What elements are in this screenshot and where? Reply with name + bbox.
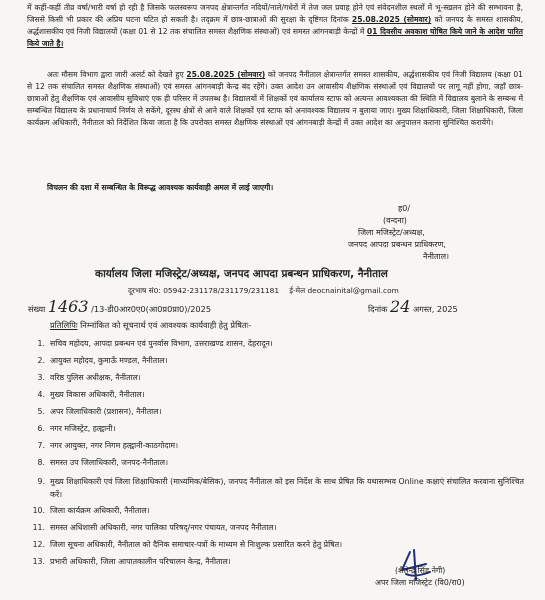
reference-date — [368, 297, 458, 316]
sankhya-label: संख्या — [28, 304, 46, 314]
p2b-text: को जनपद नैनीताल क्षेत्रान्तर्गत समस्त शासकीय, अर्द्धशासकीय एवं निजी विद्यालय (कक्षा 01 से 12 तक संचालित समस्त शैक्षणिक संस्थाओं) एवं समस्त आंगनबाड़ी केन्द्र बंद रहेंगे। उक्त आदेश उन आवासीय शैक्षणिक संस्थाओं एवं विद्यालयों पर लागू नहीं होगा, जहाँ छात्र-छात्राओं हेतु शैक्षणिक एवं आवासीय सुविधाएं एक ही परिसर में उपलब्ध है। विद्यालयों में शिक्षकों एवं कार्यालय स्टाफ को अत्यन्त आवश्यकता की स्थिति में विद्यालय बुलाने के सम्बन्ध में सम्बन्धित विद्यालय के प्रधानाचार्य निर्णय ले सकेंगे, दूरस्थ क्षेत्रों से आने वाले शिक्षकों एवं स्टाफ को अनावश्यक विद्यालय न बुलाया जाए। मुख्य शिक्षाधिकारी, जिला शिक्षाधिकारी, जिला कार्यक्रम अधिकारी, नैनीताल को निर्देशित किया जाता है कि उपरोक्त समस्त शैक्षणिक संस्थाओं एवं आंगनबाड़ी केन्द्रों में उक्त आदेश का अनुपालन कराना सुनिश्चित करायेंगे। — [27, 70, 523, 127]
list-item: 3. वरिष्ठ पुलिस अधीक्षक, नैनीताल। — [37, 373, 141, 382]
copy-heading-line — [50, 320, 251, 331]
phone-number: 05942-231178/231179/231181 — [163, 286, 280, 295]
list-item: 6. नगर मजिस्ट्रेट, हल्द्वानी। — [37, 424, 116, 433]
list-item: 1. सचिव महोदय, आपदा प्रबन्धन एवं पुनर्वास विभाग, उत्तराखण्ड शासन, देहरादून। — [37, 339, 273, 348]
list-item: 12. जिला सूचना अधिकारी, नैनीताल को दैनिक समाचार-पत्रों के माध्यम से निःशुल्क प्रसारित करने हेतु प्रेषित। — [32, 540, 343, 549]
list-item: 13. प्रभारी अधिकारी, जिला आपातकालीन परिचालन केन्द्र, नैनीताल। — [32, 557, 231, 566]
copy-heading: प्रतिलिपिः — [50, 320, 78, 330]
sig-name: (वन्दना) — [383, 216, 407, 225]
email-label: ई-मेल — [289, 286, 306, 295]
date-month-year: अगस्त, 2025 — [413, 304, 458, 314]
recipient-list — [28, 339, 524, 574]
p1b-text: को जनपद के समस्त शासकीय, अर्द्धशासकीय एवं निजी विद्यालयों (कक्षा 01 से 12 तक संचालित समस्त शैक्षणिक संस्थाओं) एवं समस्त आंगनबाड़ी केन्द्रों में — [27, 15, 523, 36]
paragraph-order — [27, 69, 523, 129]
list-item: 7. नगर आयुक्त, नगर निगम हल्द्वानी-काठगोदाम। — [37, 441, 179, 450]
file-number: /13-डी0आर0ए0(आ0प्र0प्रा0)/2025 — [91, 304, 212, 314]
p3-text: विचलन की दशा में सम्बन्धित के विरूद्ध आवश्यक कार्यवाही अमल में लाई जाएगी। — [47, 183, 274, 192]
list-item: 4. मुख्य विकास अधिकारी, नैनीताल। — [37, 390, 145, 399]
email-address: deocnainital@gmail.com — [307, 286, 399, 295]
sig-place: नैनीताल। — [423, 252, 450, 261]
paragraph-deviation — [27, 182, 523, 194]
date-day: 24 — [390, 297, 411, 316]
sig2-name: (शैलेन्द्र सिंह नेगी) — [395, 566, 446, 575]
p2-text: अतः मौसम विभाग द्वारा जारी अलर्ट को देखते हुए — [47, 70, 184, 79]
office-title: कार्यालय जिला मजिस्ट्रेट/अध्यक्ष, जनपद आपदा प्रबन्धन प्राधिकरण, नैनीताल — [95, 268, 388, 280]
list-item: 11. समस्त अधिशासी अधिकारी, नगर पालिका परिषद्/नगर पंचायत, जनपद नैनीताल। — [32, 523, 277, 532]
phone-label: दूरभाष सं0: — [128, 286, 161, 295]
paragraph-weather-warning — [27, 2, 523, 50]
date-label: दिनांक — [368, 304, 388, 314]
list-item: 10. जिला कार्यक्रम अधिकारी, नैनीताल। — [32, 506, 150, 515]
sig-h: ह0/ — [398, 204, 411, 213]
signature-block-adm — [375, 565, 465, 589]
sig2-designation: अपर जिला मजिस्ट्रेट (वि0/रा0) — [375, 578, 465, 587]
list-item: 9. मुख्य शिक्षाधिकारी एवं जिला शिक्षाधिकारी (माध्यमिक/बेसिक), जनपद नैनीताल को इस निर्देश के साथ प्रेषित कि यथासम्भव Online कक्षाएं संचालित करवाना सुनिश्चित करें। — [37, 477, 524, 499]
reference-number — [28, 297, 211, 316]
signature-block-dm — [348, 203, 449, 263]
p1-text: में कहीं-कहीं तीव्र वर्षा/भारी वर्षा हो रही है जिसके फलस्वरूप जनपद क्षेत्रान्तर्गत नदियों/नाले/गधेरों में तेज जल प्रवाह होने एवं संवेदनशील स्थलों में भू-स्खलन होने की सम्भावना है, जिससे किसी भी प्रकार की अप्रिय घटना घटित हो सकती है। तद्क्रम में छात्र-छात्राओं की सुरक्षा के दृष्टिगत दिनांक — [27, 3, 523, 24]
office-contact — [128, 286, 399, 296]
letter-number: 1463 — [47, 297, 89, 316]
p1-holiday: 01 दिवसीय अवकाश घोषित किये जाने के आदेश पारित किये जाते है। — [27, 27, 524, 48]
p1-date: 25.08.2025 (सोमवार) — [351, 15, 432, 24]
p2-date: 25.08.2025 (सोमवार) — [186, 70, 266, 79]
sig-designation2: जनपद आपदा प्रबन्धन प्राधिकरण, — [348, 240, 446, 249]
list-item: 8. समस्त उप जिलाधिकारी, जनपद-नैनीताल। — [37, 458, 169, 467]
list-item: 2. आयुक्त महोदय, कुमाऊँ मण्डल, नैनीताल। — [37, 356, 168, 365]
copy-intro: निम्नांकित को सूचनार्थ एवं आवश्यक कार्यवाही हेतु प्रेषितः- — [80, 320, 252, 330]
sig-designation1: जिला मजिस्ट्रेट/अध्यक्ष, — [358, 228, 425, 237]
list-item: 5. अपर जिलाधिकारी (प्रशासन), नैनीताल। — [37, 407, 162, 416]
